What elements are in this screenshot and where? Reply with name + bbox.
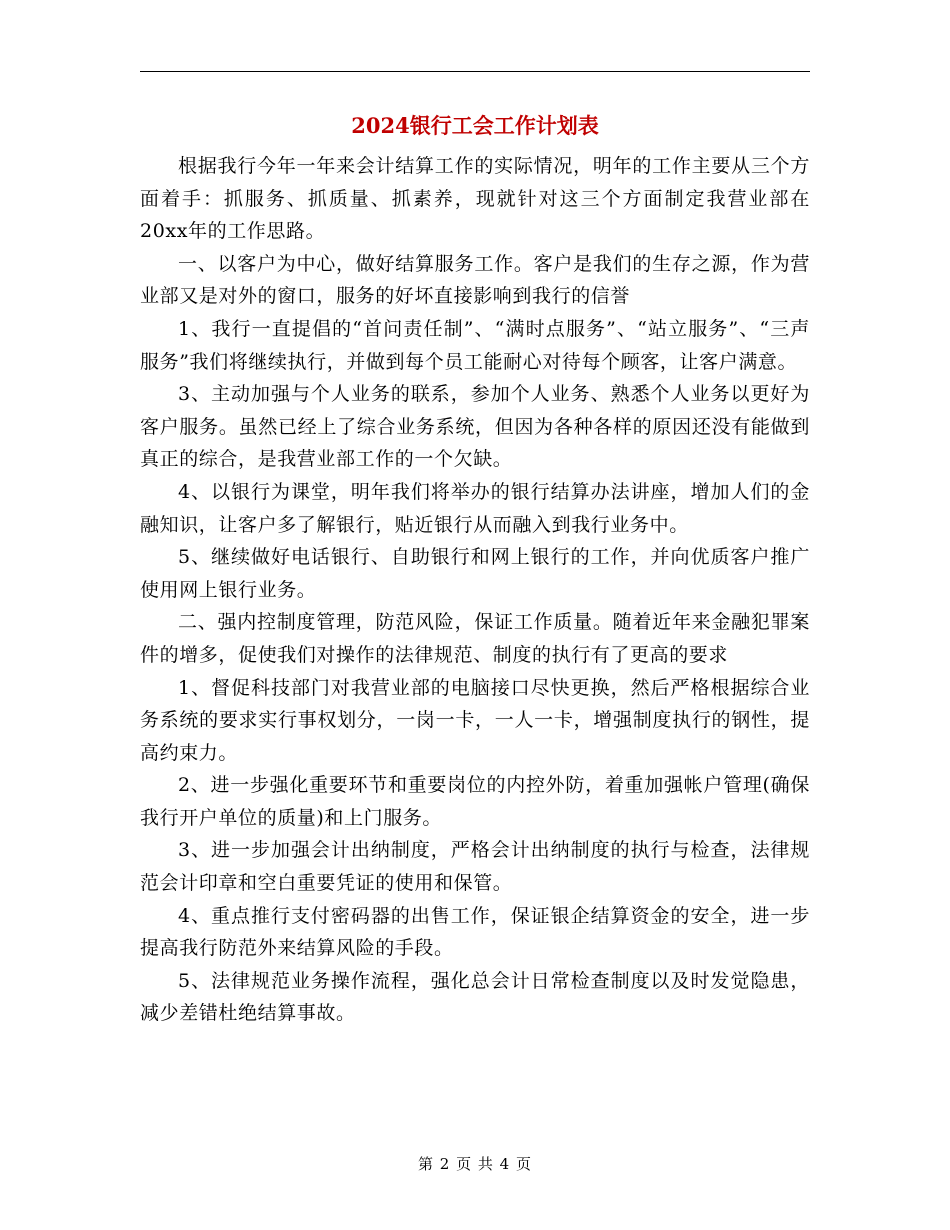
paragraph-item-2-4: 4、重点推行支付密码器的出售工作，保证银企结算资金的安全，进一步提高我行防范外来结算风险的手段。 (140, 904, 810, 960)
document-body (140, 150, 810, 1030)
paragraph-item-1-1: 1、我行一直提倡的“首问责任制”、“满时点服务”、“站立服务”、“三声服务”我们将继续执行，并做到每个员工能耐心对待每个顾客，让客户满意。 (140, 317, 810, 373)
page-footer (0, 1152, 950, 1176)
paragraph-item-2-5: 5、法律规范业务操作流程，强化总会计日常检查制度以及时发觉隐患，减少差错杜绝结算事故。 (140, 969, 810, 1025)
paragraph-item-2-3: 3、进一步加强会计出纳制度，严格会计出纳制度的执行与检查，法律规范会计印章和空白重要凭证的使用和保管。 (140, 839, 810, 895)
paragraph-item-1-3: 3、主动加强与个人业务的联系，参加个人业务、熟悉个人业务以更好为客户服务。虽然已经上了综合业务系统，但因为各种各样的原因还没有能做到真正的综合，是我营业部工作的一个欠缺。 (140, 383, 810, 471)
header-rule (140, 71, 810, 72)
paragraph-section-2-heading: 二、强内控制度管理，防范风险，保证工作质量。随着近年来金融犯罪案件的增多，促使我们对操作的法律规范、制度的执行有了更高的要求 (140, 611, 810, 666)
page-number-label: 第 2 页 共 4 页 (418, 1155, 532, 1173)
paragraph-item-1-4: 4、以银行为课堂，明年我们将举办的银行结算办法讲座，增加人们的金融知识，让客户多了解银行，贴近银行从而融入到我行业务中。 (140, 480, 810, 536)
paragraph-item-2-1: 1、督促科技部门对我营业部的电脑接口尽快更换，然后严格根据综合业务系统的要求实行事权划分，一岗一卡，一人一卡，增强制度执行的钢性，提高约束力。 (140, 676, 810, 764)
paragraph-item-2-2: 2、进一步强化重要环节和重要岗位的内控外防，着重加强帐户管理(确保我行开户单位的质量)和上门服务。 (140, 774, 810, 829)
paragraph-intro: 根据我行今年一年来会计结算工作的实际情况，明年的工作主要从三个方面着手：抓服务、抓质量、抓素养，现就针对这三个方面制定我营业部在20xx年的工作思路。 (140, 155, 810, 243)
paragraph-item-1-5: 5、继续做好电话银行、自助银行和网上银行的工作，并向优质客户推广使用网上银行业务。 (140, 546, 810, 601)
paragraph-section-1-heading: 一、以客户为中心，做好结算服务工作。客户是我们的生存之源，作为营业部又是对外的窗口，服务的好坏直接影响到我行的信誉 (140, 252, 810, 308)
document-title: 2024银行工会工作计划表 (351, 113, 599, 138)
